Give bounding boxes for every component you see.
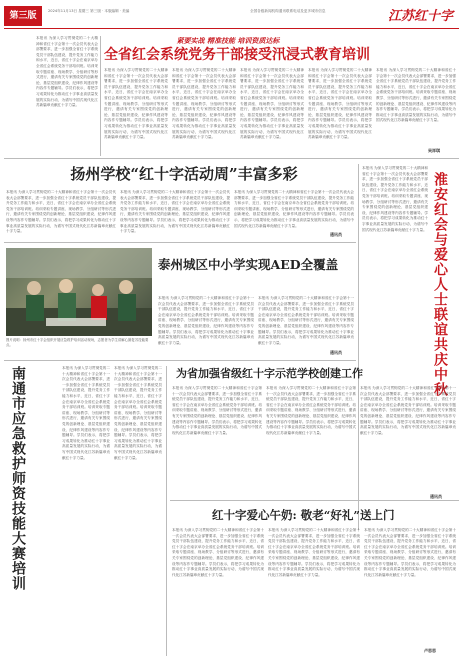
column-divider [100,36,101,156]
main-article-col2: 本报讯 为深入学习贯彻党的二十大精神和省红十字会第十一次会员代表大会部署要求，进一步加强全省红十字系统党员干部队伍建设，提升党务工作能力和水平，近日，省红十字会在南京举办全省红会系统党务干部培训班。培训采取专题讲座、现场教学、分组研讨等形式进行，邀请有关专家围绕党的创新理论、基层党组织建设、纪律作风建设等内容作专题辅导。学员们表示，将把学习成果转化为推动红十字事业高质量发展的实际行动，为谱写中国式现代化江苏新篇章贡献红十字力量。 [120,190,230,234]
top-article-col3: 本报讯 为深入学习贯彻党的二十大精神和省红十字会第十一次会员代表大会部署要求，进一步加强全省红十字系统党员干部队伍建设，提升党务工作能力和水平，近日，省红十字会在南京举办全省红会系统党务干部培训班。培训采取专题讲座、现场教学、分组研讨等形式进行，邀请有关专家围绕党的创新理论、基层党组织建设、纪律作风建设等内容作专题辅导。学员们表示，将把学习成果转化为推动红十字事业高质量发展的实际行动，为谱写中国式现代化江苏新篇章贡献红十字力量。 [240,68,304,140]
article-headline-main: 扬州学校“红十字活动周”丰富多彩 [70,165,298,183]
top-article-col4: 本报讯 为深入学习贯彻党的二十大精神和省红十字会第十一次会员代表大会部署要求，进一步加强全省红十字系统党员干部队伍建设，提升党务工作能力和水平，近日，省红十字会在南京举办全省红会系统党务干部培训班。培训采取专题讲座、现场教学、分组研讨等形式进行，邀请有关专家围绕党的创新理论、基层党组织建设、纪律作风建设等内容作专题辅导。学员们表示，将把学习成果转化为推动红十字事业高质量发展的实际行动，为谱写中国式现代化江苏新篇章贡献红十字力量。 [308,68,372,140]
section-divider-1 [4,158,459,159]
bottom-article-col2: 本报讯 为深入学习贯彻党的二十大精神和省红十字会第十一次会员代表大会部署要求，进一步加强全省红十字系统党员干部队伍建设，提升党务工作能力和水平，近日，省红十字会在南京举办全省红会系统党务干部培训班。培训采取专题讲座、现场教学、分组研讨等形式进行，邀请有关专家围绕党的创新理论、基层党组织建设、纪律作风建设等内容作专题辅导。学员们表示，将把学习成果转化为推动红十字事业高质量发展的实际行动，为谱写中国式现代化江苏新篇章贡献红十字力量。 [268,528,360,577]
bottom-article-col3: 本报讯 为深入学习贯彻党的二十大精神和省红十字会第十一次会员代表大会部署要求，进一步加强全省红十字系统党员干部队伍建设，提升党务工作能力和水平，近日，省红十字会在南京举办全省红会系统党务干部培训班。培训采取专题讲座、现场教学、分组研讨等形式进行，邀请有关专家围绕党的创新理论、基层党组织建设、纪律作风建设等内容作专题辅导。学员们表示，将把学习成果转化为推动红十字事业高质量发展的实际行动，为谱写中国式现代化江苏新篇章贡献红十字力量。 [364,528,456,577]
bottom-center-col2: 本报讯 为深入学习贯彻党的二十大精神和省红十字会第十一次会员代表大会部署要求，进一步加强全省红十字系统党员干部队伍建设，提升党务工作能力和水平，近日，省红十字会在南京举办全省红会系统党务干部培训班。培训采取专题讲座、现场教学、分组研讨等形式进行，邀请有关专家围绕党的创新理论、基层党组织建设、纪律作风建设等内容作专题辅导。学员们表示，将把学习成果转化为推动红十字事业高质量发展的实际行动，为谱写中国式现代化江苏新篇章贡献红十字力量。 [266,386,356,435]
top-article-col2: 本报讯 为深入学习贯彻党的二十大精神和省红十字会第十一次会员代表大会部署要求，进一步加强全省红十字系统党员干部队伍建设，提升党务工作能力和水平，近日，省红十字会在南京举办全省红会系统党务干部培训班。培训采取专题讲座、现场教学、分组研讨等形式进行，邀请有关专家围绕党的创新理论、基层党组织建设、纪律作风建设等内容作专题辅导。学员们表示，将把学习成果转化为推动红十字事业高质量发展的实际行动，为谱写中国式现代化江苏新篇章贡献红十字力量。 [172,68,236,140]
vertical-headline-left: 南通市应急救护师资技能大赛培训 [10,366,26,591]
main-article-col1: 本报讯 为深入学习贯彻党的二十大精神和省红十字会第十一次会员代表大会部署要求，进一步加强全省红十字系统党员干部队伍建设，提升党务工作能力和水平，近日，省红十字会在南京举办全省红会系统党务干部培训班。培训采取专题讲座、现场教学、分组研讨等形式进行，邀请有关专家围绕党的创新理论、基层党组织建设、纪律作风建设等内容作专题辅导。学员们表示，将把学习成果转化为推动红十字事业高质量发展的实际行动，为谱写中国式现代化江苏新篇章贡献红十字力量。 [6,190,116,234]
right-column-text: 本报讯 为深入学习贯彻党的二十大精神和省红十字会第十一次会员代表大会部署要求，进一步加强全省红十字系统党员干部队伍建设，提升党务工作能力和水平，近日，省红十字会在南京举办全省红会系统党务干部培训班。培训采取专题讲座、现场教学、分组研讨等形式进行，邀请有关专家围绕党的创新理论、基层党组织建设、纪律作风建设等内容作专题辅导。学员们表示，将把学习成果转化为推动红十字事业高质量发展的实际行动，为谱写中国式现代化江苏新篇章贡献红十字力量。 [362,166,428,232]
header-meta-right: 全国各级新闻机构通讯联系电话及更多城市信息 [250,9,326,13]
header-meta-left: 2024年11月13日 星期三 第三版 · 本版编辑 · 美编 [48,9,130,13]
left-bottom-col2: 本报讯 为深入学习贯彻党的二十大精神和省红十字会第十一次会员代表大会部署要求，进一步加强全省红十字系统党员干部队伍建设，提升党务工作能力和水平，近日，省红十字会在南京举办全省红会系统党务干部培训班。培训采取专题讲座、现场教学、分组研讨等形式进行，邀请有关专家围绕党的创新理论、基层党组织建设、纪律作风建设等内容作专题辅导。学员们表示，将把学习成果转化为推动红十字事业高质量发展的实际行动，为谱写中国式现代化江苏新篇章贡献红十字力量。 [114,366,162,460]
article-headline-mid: 泰州城区中小学实现AED全覆盖 [158,257,339,272]
main-article-col3: 本报讯 为深入学习贯彻党的二十大精神和省红十字会第十一次会员代表大会部署要求，进一步加强全省红十字系统党员干部队伍建设，提升党务工作能力和水平，近日，省红十字会在南京举办全省红会系统党务干部培训班。培训采取专题讲座、现场教学、分组研讨等形式进行，邀请有关专家围绕党的创新理论、基层党组织建设、纪律作风建设等内容作专题辅导。学员们表示，将把学习成果转化为推动红十字事业高质量发展的实际行动，为谱写中国式现代化江苏新篇章贡献红十字力量。 [234,190,354,228]
article-headline-top: 全省红会系统党务干部接受汛浸式教育培训 [104,47,370,63]
bottom-article-byline: 卢思思 [424,648,436,653]
bottom-article-col1: 本报讯 为深入学习贯彻党的二十大精神和省红十字会第十一次会员代表大会部署要求，进一步加强全省红十字系统党员干部队伍建设，提升党务工作能力和水平，近日，省红十字会在南京举办全省红会系统党务干部培训班。培训采取专题讲座、现场教学、分组研讨等形式进行，邀请有关专家围绕党的创新理论、基层党组织建设、纪律作风建设等内容作专题辅导。学员们表示，将把学习成果转化为推动红十字事业高质量发展的实际行动，为谱写中国式现代化江苏新篇章贡献红十字力量。 [172,528,264,577]
bottom-column-divider [166,366,167,656]
left-bottom-col1: 本报讯 为深入学习贯彻党的二十大精神和省红十字会第十一次会员代表大会部署要求，进一步加强全省红十字系统党员干部队伍建设，提升党务工作能力和水平，近日，省红十字会在南京举办全省红会系统党务干部培训班。培训采取专题讲座、现场教学、分组研讨等形式进行，邀请有关专家围绕党的创新理论、基层党组织建设、纪律作风建设等内容作专题辅导。学员们表示，将把学习成果转化为推动红十字事业高质量发展的实际行动，为谱写中国式现代化江苏新篇章贡献红十字力量。 [62,366,110,460]
photo-caption: 图片说明：扬州市红十字会组织开展应急救护培训活动现场，志愿者为学生讲解心肺复苏技能要点。 [6,338,149,347]
right-column-divider [358,164,359,530]
section-divider-2 [4,242,356,243]
masthead-logo: 江苏红十字 [388,9,454,24]
top-article-byline: 吴祥琪 [428,148,440,153]
mid-article-col2: 本报讯 为深入学习贯彻党的二十大精神和省红十字会第十一次会员代表大会部署要求，进一步加强全省红十字系统党员干部队伍建设，提升党务工作能力和水平，近日，省红十字会在南京举办全省红会系统党务干部培训班。培训采取专题讲座、现场教学、分组研讨等形式进行，邀请有关专家围绕党的创新理论、基层党组织建设、纪律作风建设等内容作专题辅导。学员们表示，将把学习成果转化为推动红十字事业高质量发展的实际行动，为谱写中国式现代化江苏新篇章贡献红十字力量。 [258,296,354,345]
article-photo [6,248,152,336]
top-article-col5: 本报讯 为深入学习贯彻党的二十大精神和省红十字会第十一次会员代表大会部署要求，进一步加强全省红十字系统党员干部队伍建设，提升党务工作能力和水平，近日，省红十字会在南京举办全省红会系统党务干部培训班。培训采取专题讲座、现场教学、分组研讨等形式进行，邀请有关专家围绕党的创新理论、基层党组织建设、纪律作风建设等内容作专题辅导。学员们表示，将把学习成果转化为推动红十字事业高质量发展的实际行动，为谱写中国式现代化江苏新篇章贡献红十字力量。 [376,68,456,123]
left-column-text: 本报讯 为深入学习贯彻党的二十大精神和省红十字会第十一次会员代表大会部署要求，进一步加强全省红十字系统党员干部队伍建设，提升党务工作能力和水平，近日，省红十字会在南京举办全省红会系统党务干部培训班。培训采取专题讲座、现场教学、分组研讨等形式进行，邀请有关专家围绕党的创新理论、基层党组织建设、纪律作风建设等内容作专题辅导。学员们表示，将把学习成果转化为推动红十字事业高质量发展的实际行动，为谱写中国式现代化江苏新篇章贡献红十字力量。 [36,36,98,108]
section-divider-3 [4,360,356,361]
vertical-headline-right: 淮安红会与爱心人士联谊共庆中秋 [432,172,448,397]
article-headline-bottom: 红十字爱心午奶: 敬老“好礼”送上门 [212,508,395,522]
top-article-col1: 本报讯 为深入学习贯彻党的二十大精神和省红十字会第十一次会员代表大会部署要求，进一步加强全省红十字系统党员干部队伍建设，提升党务工作能力和水平，近日，省红十字会在南京举办全省红会系统党务干部培训班。培训采取专题讲座、现场教学、分组研讨等形式进行，邀请有关专家围绕党的创新理论、基层党组织建设、纪律作风建设等内容作专题辅导。学员们表示，将把学习成果转化为推动红十字事业高质量发展的实际行动，为谱写中国式现代化江苏新篇章贡献红十字力量。 [104,68,168,140]
bottom-center-col3: 本报讯 为深入学习贯彻党的二十大精神和省红十字会第十一次会员代表大会部署要求，进一步加强全省红十字系统党员干部队伍建设，提升党务工作能力和水平，近日，省红十字会在南京举办全省红会系统党务干部培训班。培训采取专题讲座、现场教学、分组研讨等形式进行，邀请有关专家围绕党的创新理论、基层党组织建设、纪律作风建设等内容作专题辅导。学员们表示，将把学习成果转化为推动红十字事业高质量发展的实际行动，为谱写中国式现代化江苏新篇章贡献红十字力量。 [360,386,456,435]
page-section-tag: 第三版 [4,6,42,26]
photo-scene-graphic [6,248,152,336]
mid-article-col1: 本报讯 为深入学习贯彻党的二十大精神和省红十字会第十一次会员代表大会部署要求，进一步加强全省红十字系统党员干部队伍建设，提升党务工作能力和水平，近日，省红十字会在南京举办全省红会系统党务干部培训班。培训采取专题讲座、现场教学、分组研讨等形式进行，邀请有关专家围绕党的创新理论、基层党组织建设、纪律作风建设等内容作专题辅导。学员们表示，将把学习成果转化为推动红十字事业高质量发展的实际行动，为谱写中国式现代化江苏新篇章贡献红十字力量。 [158,296,254,345]
section-divider-4 [170,500,459,501]
mid-article-byline: 通讯员 [330,350,342,355]
main-article-byline: 通讯员 [330,232,342,237]
right-article-byline: 通讯员 [430,494,442,499]
bottom-center-col1: 本报讯 为深入学习贯彻党的二十大精神和省红十字会第十一次会员代表大会部署要求，进一步加强全省红十字系统党员干部队伍建设，提升党务工作能力和水平，近日，省红十字会在南京举办全省红会系统党务干部培训班。培训采取专题讲座、现场教学、分组研讨等形式进行，邀请有关专家围绕党的创新理论、基层党组织建设、纪律作风建设等内容作专题辅导。学员们表示，将把学习成果转化为推动红十字事业高质量发展的实际行动，为谱写中国式现代化江苏新篇章贡献红十字力量。 [172,386,262,435]
header-rule [4,28,459,29]
article-headline-center-bottom: 为省加强省级红十字示范学校创建工作 [176,367,363,380]
article-kicker: 紧要实战 精准技能 培训资质达标 [176,37,280,45]
